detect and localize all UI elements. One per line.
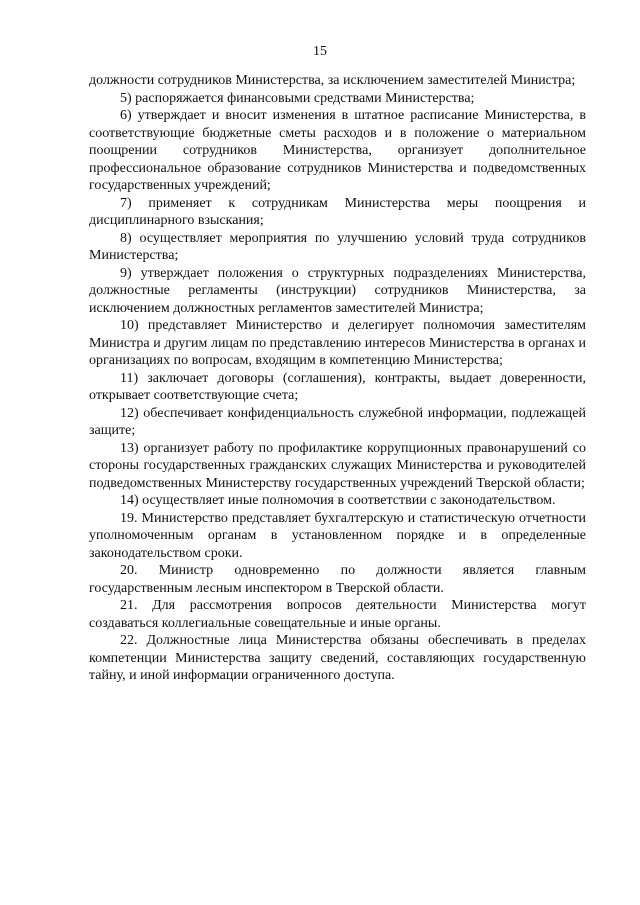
paragraph-item-9: 9) утверждает положения о структурных подразделениях Министерства, должностные регламенты (инструкции) сотрудников Министерства, за исключением должностных регламентов заместителей Министра; [89, 265, 586, 316]
paragraph-section-20: 20. Министр одновременно по должности является главным государственным лесным инспектором в Тверской области. [89, 563, 586, 596]
paragraph-item-8: 8) осуществляет мероприятия по улучшению условий труда сотрудников Министерства; [89, 230, 586, 263]
paragraph-item-5: 5) распоряжается финансовыми средствами Министерства; [120, 90, 475, 106]
page-number: 15 [313, 44, 327, 59]
paragraph-continuation: должности сотрудников Министерства, за исключением заместителей Министра; [89, 73, 576, 88]
paragraph-item-11: 11) заключает договоры (соглашения), контракты, выдает доверенности, открывает соответствующие счета; [89, 370, 586, 403]
paragraph-item-6: 6) утверждает и вносит изменения в штатное расписание Министерства, в соответствующие бюджетные сметы расходов и в положение о материальном поощрении сотрудников Министерства, организует дополнительное профессиональное образование сотрудников Министерства и подведомственных государственных учреждений; [89, 108, 586, 193]
paragraph-item-12: 12) обеспечивает конфиденциальность служебной информации, подлежащей защите; [89, 405, 586, 438]
paragraph-section-19: 19. Министерство представляет бухгалтерскую и статистическую отчетности уполномоченным органам в установленном порядке и в определенные законодательством сроки. [89, 510, 586, 561]
paragraph-item-10: 10) представляет Министерство и делегирует полномочия заместителям Министра и другим лицам по представлению интересов Министерства в органах и организациях по вопросам, входящим в компетенцию Министерства; [89, 318, 586, 368]
paragraph-item-13: 13) организует работу по профилактике коррупционных правонарушений со стороны государственных гражданских служащих Министерства и руководителей подведомственных Министерству государственных учреждений Тверской области; [89, 440, 586, 491]
document-body [89, 72, 586, 685]
paragraph-section-22: 22. Должностные лица Министерства обязаны обеспечивать в пределах компетенции Министерства защиту сведений, составляющих государственную тайну, и иной информации ограниченного доступа. [89, 633, 586, 683]
paragraph-section-21: 21. Для рассмотрения вопросов деятельности Министерства могут создаваться коллегиальные совещательные и иные органы. [89, 598, 586, 631]
paragraph-item-7: 7) применяет к сотрудникам Министерства меры поощрения и дисциплинарного взыскания; [89, 195, 586, 228]
paragraph-item-14: 14) осуществляет иные полномочия в соответствии с законодательством. [120, 493, 556, 508]
